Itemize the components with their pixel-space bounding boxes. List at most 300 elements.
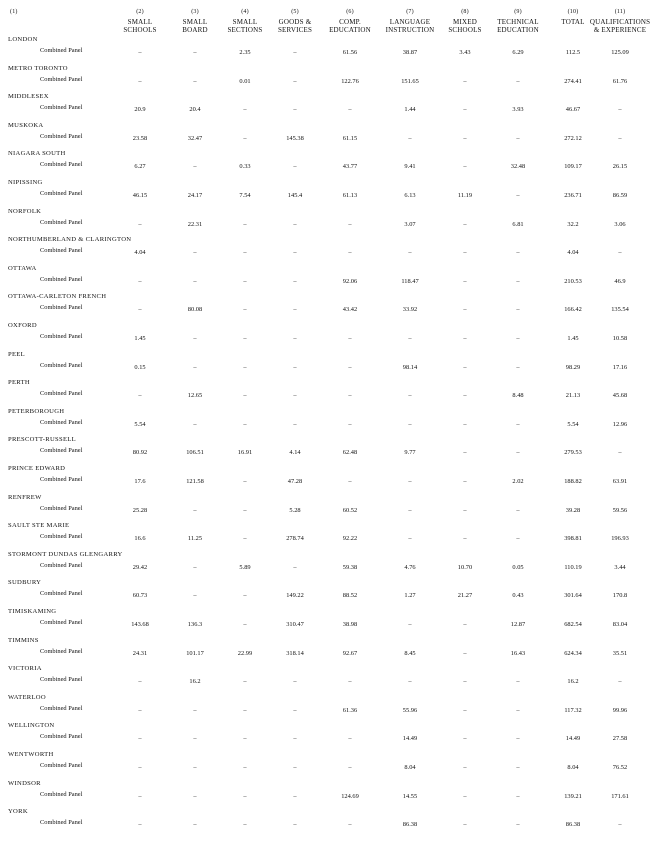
table-cell: – [463, 363, 467, 371]
table-cell: 24.17 [187, 192, 203, 199]
table-cell: 6.81 [512, 220, 524, 228]
table-cell: – [243, 106, 247, 114]
table-cell: 98.14 [402, 363, 418, 371]
table-cell: 170.8 [612, 592, 628, 600]
table-cell: 99.96 [612, 706, 628, 714]
table-cell: – [463, 335, 467, 342]
region-name: WENTWORTH [8, 751, 54, 758]
table-cell: 11.25 [187, 535, 203, 543]
table-cell: 6.13 [404, 192, 416, 199]
table-cell: 92.22 [342, 535, 358, 543]
table-cell: – [293, 49, 297, 56]
table-cell: 16.2 [567, 678, 579, 686]
table-cell: – [193, 735, 197, 743]
table-cell: – [243, 420, 247, 428]
table-cell: – [618, 134, 622, 142]
table-cell: 61.76 [612, 77, 628, 85]
table-cell: 139.21 [564, 792, 582, 800]
table-cell: 9.77 [404, 449, 416, 457]
table-cell: 14.49 [402, 735, 418, 743]
table-cell: 45.68 [612, 392, 628, 400]
table-cell: – [516, 77, 520, 85]
table-cell: – [408, 535, 412, 543]
table-cell: – [293, 163, 297, 171]
table-cell: – [516, 506, 520, 514]
table-cell: – [243, 306, 247, 314]
table-cell: 86.38 [402, 821, 418, 829]
table-cell: – [193, 363, 197, 371]
column-number: (9) [514, 9, 522, 15]
table-cell: 21.13 [565, 392, 581, 400]
table-cell: – [348, 392, 352, 400]
table-cell: 83.04 [612, 621, 628, 628]
table-cell: 3.93 [512, 106, 524, 114]
column-label: MIXED SCHOOLS [448, 17, 482, 35]
table-cell: 274.41 [564, 77, 582, 85]
table-cell: 0.33 [239, 163, 251, 171]
region-name: PERTH [8, 379, 30, 387]
table-cell: 145.38 [286, 134, 304, 142]
panel-label: Combined Panel [40, 790, 83, 798]
table-cell: 236.71 [564, 192, 582, 199]
table-cell: 188.82 [564, 478, 582, 485]
column-number: (7) [406, 9, 414, 15]
table-cell: 59.38 [342, 563, 358, 571]
table-cell: – [516, 821, 520, 829]
table-cell: – [293, 220, 297, 228]
column-number: (4) [241, 9, 249, 15]
table-cell: – [463, 77, 467, 85]
table-cell: 5.54 [134, 420, 146, 428]
panel-label: Combined Panel [40, 275, 83, 283]
table-cell: 101.17 [186, 649, 204, 657]
table-cell: – [243, 506, 247, 514]
table-cell: 92.67 [342, 649, 358, 657]
region-name: MUSKOKA [8, 121, 44, 129]
table-cell: – [516, 535, 520, 543]
table-cell: 2.35 [239, 49, 251, 56]
table-cell: – [138, 706, 142, 714]
region-name: VICTORIA [8, 665, 42, 673]
table-cell: – [516, 449, 520, 457]
table-cell: – [193, 706, 197, 714]
table-cell: – [463, 792, 467, 800]
table-cell: 398.81 [564, 535, 582, 543]
table-cell: 0.05 [512, 563, 524, 571]
table-cell: 117.32 [564, 706, 582, 714]
table-cell: – [408, 678, 412, 686]
table-cell: – [243, 535, 247, 543]
column-label: QUALIFICATIONS & EXPERIENCE [589, 17, 651, 35]
table-cell: – [348, 363, 352, 371]
table-cell: – [516, 363, 520, 371]
table-cell: – [463, 449, 467, 457]
column-number: (1) [10, 9, 18, 15]
table-cell: 124.69 [341, 792, 359, 800]
table-cell: 32.47 [187, 134, 203, 142]
region-name: NIAGARA SOUTH [8, 150, 66, 158]
panel-label: Combined Panel [40, 447, 83, 455]
table-cell: 4.14 [289, 449, 301, 457]
table-cell: – [516, 249, 520, 257]
panel-label: Combined Panel [40, 190, 83, 197]
region-name: PETERBOROUGH [8, 407, 65, 415]
table-cell: – [293, 764, 297, 771]
region-name: TIMMINS [8, 636, 39, 644]
region-name: PRESCOTT-RUSSELL [8, 436, 76, 444]
table-cell: 301.64 [564, 592, 582, 600]
table-cell: 151.65 [401, 77, 419, 85]
panel-label: Combined Panel [40, 533, 83, 541]
table-cell: 118.47 [401, 277, 419, 285]
table-cell: – [463, 134, 467, 142]
table-cell: – [193, 563, 197, 571]
table-cell: 196.93 [611, 535, 629, 543]
panel-label: Combined Panel [40, 418, 83, 426]
table-cell: 624.34 [564, 649, 582, 657]
panel-label: Combined Panel [40, 75, 83, 83]
table-cell: – [138, 277, 142, 285]
panel-label: Combined Panel [40, 504, 83, 512]
region-name: PEEL [8, 350, 25, 358]
table-cell: 25.28 [132, 506, 148, 514]
table-cell: – [516, 706, 520, 714]
table-cell: 61.36 [342, 706, 358, 714]
table-cell: 145.4 [287, 192, 303, 199]
table-cell: 1.45 [567, 335, 579, 342]
table-cell: – [348, 821, 352, 829]
table-cell: 6.27 [134, 163, 146, 171]
panel-label: Combined Panel [40, 132, 83, 140]
column-header [10, 8, 30, 18]
table-cell: – [293, 563, 297, 571]
column-label: SMALL SCHOOLS [123, 17, 157, 35]
table-cell: 12.65 [187, 392, 203, 400]
table-cell: – [138, 220, 142, 228]
panel-label: Combined Panel [40, 561, 83, 569]
region-name: YORK [8, 808, 28, 816]
table-cell: – [193, 506, 197, 514]
table-cell: – [243, 249, 247, 257]
table-cell: – [193, 792, 197, 800]
table-cell: – [138, 764, 142, 771]
table-cell: 5.89 [239, 563, 251, 571]
table-cell: – [193, 77, 197, 85]
region-name: STORMONT DUNDAS GLENGARRY [8, 550, 123, 558]
table-cell: 29.42 [132, 563, 148, 571]
table-cell: 10.58 [612, 335, 628, 342]
table-cell: – [463, 649, 467, 657]
column-number: (8) [461, 9, 469, 15]
region-name: OXFORD [8, 322, 37, 329]
table-cell: 23.58 [132, 134, 148, 142]
table-cell: 110.19 [564, 563, 582, 571]
region-name: NORFOLK [8, 207, 42, 215]
column-label: LANGUAGE INSTRUCTION [385, 17, 435, 35]
table-cell: 14.49 [565, 735, 581, 743]
table-cell: 210.53 [564, 277, 582, 285]
table-cell: 76.52 [612, 764, 628, 771]
table-cell: 20.4 [189, 106, 201, 114]
table-cell: – [243, 277, 247, 285]
table-cell: – [293, 335, 297, 342]
region-name: LONDON [8, 36, 38, 43]
table-cell: 136.3 [187, 621, 203, 628]
table-cell: 17.6 [134, 478, 146, 485]
table-cell: 60.52 [342, 506, 358, 514]
table-cell: 22.99 [237, 649, 253, 657]
table-cell: – [463, 106, 467, 114]
table-cell: – [243, 735, 247, 743]
table-cell: 80.08 [187, 306, 203, 314]
column-label: TOTAL [561, 17, 585, 26]
table-cell: – [463, 821, 467, 829]
table-cell: 24.31 [132, 649, 148, 657]
table-cell: 59.56 [612, 506, 628, 514]
table-cell: 63.91 [612, 478, 628, 485]
table-cell: 310.47 [286, 621, 304, 628]
table-cell: – [193, 420, 197, 428]
table-cell: 46.9 [614, 277, 626, 285]
table-cell: 61.15 [342, 134, 358, 142]
panel-label: Combined Panel [40, 218, 83, 226]
table-cell: 17.16 [612, 363, 628, 371]
table-cell: – [348, 220, 352, 228]
table-cell: – [243, 821, 247, 829]
table-cell: – [293, 706, 297, 714]
table-cell: – [138, 821, 142, 829]
table-cell: 61.13 [342, 192, 358, 199]
region-name: NIPISSING [8, 179, 43, 186]
table-cell: 46.67 [565, 106, 581, 114]
table-cell: – [408, 335, 412, 342]
table-cell: – [348, 249, 352, 257]
table-cell: – [243, 220, 247, 228]
table-cell: – [516, 420, 520, 428]
column-number: (3) [191, 9, 199, 15]
table-cell: – [463, 220, 467, 228]
table-cell: 16.6 [134, 535, 146, 543]
panel-label: Combined Panel [40, 333, 83, 340]
table-cell: – [348, 735, 352, 743]
table-cell: – [463, 764, 467, 771]
table-cell: – [463, 506, 467, 514]
table-cell: – [243, 478, 247, 485]
table-cell: 32.2 [567, 220, 579, 228]
table-cell: – [293, 277, 297, 285]
table-cell: 14.55 [402, 792, 418, 800]
table-cell: – [516, 335, 520, 342]
table-cell: – [138, 735, 142, 743]
table-cell: 86.59 [612, 192, 628, 199]
table-cell: – [408, 392, 412, 400]
table-cell: – [293, 249, 297, 257]
table-cell: – [138, 792, 142, 800]
column-label: TECHNICAL EDUCATION [497, 17, 539, 35]
table-cell: 46.15 [132, 192, 148, 199]
table-cell: – [138, 77, 142, 85]
table-cell: – [463, 392, 467, 400]
table-cell: – [348, 764, 352, 771]
table-cell: – [348, 478, 352, 485]
region-name: NORTHUMBERLAND & CLARINGTON [8, 236, 132, 244]
table-cell: – [348, 678, 352, 686]
table-cell: – [408, 621, 412, 628]
region-name: WINDSOR [8, 779, 41, 787]
table-cell: 43.42 [342, 306, 358, 314]
table-cell: 27.58 [612, 735, 628, 743]
table-cell: 171.61 [611, 792, 629, 800]
panel-label: Combined Panel [40, 47, 83, 54]
table-cell: – [293, 306, 297, 314]
table-cell: – [243, 764, 247, 771]
table-cell: – [138, 49, 142, 56]
table-cell: – [193, 249, 197, 257]
region-name: PRINCE EDWARD [8, 465, 66, 472]
table-cell: 6.29 [512, 49, 524, 56]
region-name: TIMISKAMING [8, 608, 57, 615]
table-cell: 20.9 [134, 106, 146, 114]
table-cell: 0.01 [239, 77, 251, 85]
panel-label: Combined Panel [40, 161, 83, 169]
table-cell: 22.31 [187, 220, 203, 228]
table-cell: 278.74 [286, 535, 304, 543]
table-cell: – [516, 764, 520, 771]
table-cell: 1.44 [404, 106, 416, 114]
table-cell: 80.92 [132, 449, 148, 457]
table-cell: – [408, 478, 412, 485]
table-cell: 122.76 [341, 77, 359, 85]
table-cell: – [193, 49, 197, 56]
table-cell: – [293, 77, 297, 85]
table-cell: – [243, 592, 247, 600]
table-cell: – [243, 678, 247, 686]
table-cell: 682.54 [564, 621, 582, 628]
region-name: SUDBURY [8, 579, 42, 587]
table-cell: – [193, 277, 197, 285]
table-cell: – [618, 106, 622, 114]
table-cell: 166.42 [564, 306, 582, 314]
table-cell: 3.07 [404, 220, 416, 228]
table-cell: 106.51 [186, 449, 204, 457]
panel-label: Combined Panel [40, 104, 83, 112]
table-cell: – [348, 335, 352, 342]
table-cell: 143.68 [131, 621, 149, 628]
panel-label: Combined Panel [40, 619, 83, 626]
table-cell: 16.2 [189, 678, 201, 686]
region-name: RENFREW [8, 493, 42, 501]
region-name: OTTAWA-CARLETON FRENCH [8, 293, 107, 301]
table-cell: – [463, 277, 467, 285]
table-cell: 33.92 [402, 306, 418, 314]
table-cell: 5.54 [567, 420, 579, 428]
table-cell: – [293, 420, 297, 428]
table-cell: 92.06 [342, 277, 358, 285]
table-cell: – [516, 735, 520, 743]
table-cell: 8.04 [567, 764, 579, 771]
table-cell: 88.52 [342, 592, 358, 600]
table-cell: – [516, 792, 520, 800]
table-cell: – [516, 134, 520, 142]
table-cell: – [193, 764, 197, 771]
region-name: MIDDLESEX [8, 93, 49, 101]
column-number: (10) [567, 9, 579, 15]
table-cell: – [516, 192, 520, 199]
region-name: OTTAWA [8, 264, 37, 272]
panel-label: Combined Panel [40, 361, 83, 369]
table-cell: – [138, 306, 142, 314]
table-cell: 0.43 [512, 592, 524, 600]
table-cell: – [348, 106, 352, 114]
region-name: WELLINGTON [8, 722, 55, 730]
table-cell: 7.54 [239, 192, 251, 199]
table-cell: – [463, 420, 467, 428]
table-cell: – [243, 134, 247, 142]
table-cell: 60.73 [132, 592, 148, 600]
table-cell: 3.44 [614, 563, 626, 571]
table-cell: 3.43 [459, 49, 471, 56]
table-cell: – [463, 706, 467, 714]
table-cell: 4.04 [567, 249, 579, 257]
panel-label: Combined Panel [40, 304, 83, 312]
table-cell: – [243, 621, 247, 628]
table-cell: – [408, 506, 412, 514]
table-cell: 121.58 [186, 478, 204, 485]
table-cell: – [408, 249, 412, 257]
panel-label: Combined Panel [40, 704, 83, 712]
table-cell: – [293, 735, 297, 743]
table-cell: – [293, 392, 297, 400]
region-name: SAULT STE MARIE [8, 522, 70, 530]
table-cell: 109.17 [564, 163, 582, 171]
table-cell: – [463, 249, 467, 257]
table-cell: 112.5 [565, 49, 581, 56]
table-cell: 98.29 [565, 363, 581, 371]
table-cell: 1.27 [404, 592, 416, 600]
table-cell: – [618, 678, 622, 686]
table-cell: – [293, 678, 297, 686]
table-cell: – [138, 678, 142, 686]
table-cell: 2.02 [512, 478, 524, 485]
table-cell: 86.38 [565, 821, 581, 829]
table-cell: – [516, 678, 520, 686]
table-cell: – [193, 821, 197, 829]
table-cell: 125.09 [611, 49, 629, 56]
table-cell: – [243, 363, 247, 371]
table-cell: 5.28 [289, 506, 301, 514]
table-cell: 0.15 [134, 363, 146, 371]
table-cell: – [463, 735, 467, 743]
table-cell: – [193, 163, 197, 171]
table-cell: – [408, 420, 412, 428]
table-cell: – [463, 163, 467, 171]
table-cell: – [463, 306, 467, 314]
table-cell: – [516, 277, 520, 285]
table-cell: – [193, 592, 197, 600]
table-cell: 8.45 [404, 649, 416, 657]
table-cell: 62.48 [342, 449, 358, 457]
table-cell: 8.48 [512, 392, 524, 400]
table-cell: 35.51 [612, 649, 628, 657]
table-cell: 38.98 [342, 621, 358, 628]
table-cell: 1.45 [134, 335, 146, 342]
panel-label: Combined Panel [40, 733, 83, 741]
column-number: (6) [346, 9, 354, 15]
region-name: METRO TORONTO [8, 64, 68, 72]
region-name: WATERLOO [8, 693, 46, 701]
table-cell: – [243, 792, 247, 800]
table-cell: – [463, 678, 467, 686]
